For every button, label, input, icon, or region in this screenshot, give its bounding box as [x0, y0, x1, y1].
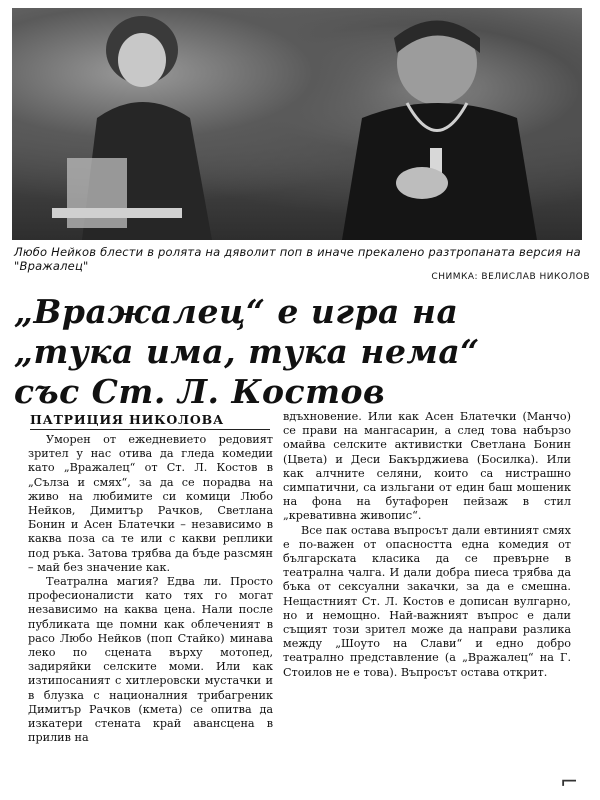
headline-line-1: „Вражалец“ е игра на — [14, 292, 459, 331]
pen-mark: ⌐ — [560, 770, 579, 795]
paragraph: Уморен от ежедневието редовият зрител у нас отива да гледа комедии като „Вражалец“ от Ст. Л. Костов в „Сълза и смях“, за да се порадва на живо на любимите си комици Любо Нейков, Димитър Рачков, Светлана Бонин и Асен Блатечки – независимо в каква поза са те или с какви реплики под ръка. Затова трябва да бъде разсмян – май без значение как. — [28, 433, 273, 574]
bench — [52, 208, 182, 218]
paragraph: вдъхновение. Или как Асен Блатечки (Манчо) се прави на мангасарин, а след това набързо омайва селските активистки Светлана Бонин (Цвета) и Деси Бакърджиева (Босилка). Или как алчните селяни, които са нистрашно симпатични, са изльгани от един баш мошеник на фона на бутафорен пейзаж в стил „кревативна живопис“. — [283, 410, 571, 523]
headline — [14, 292, 589, 412]
article-photo — [12, 8, 582, 240]
photo-caption: Любо Нейков блести в ролята на дяволит поп в иначе прекалено разтропаната версия на "Вражалец" — [14, 245, 581, 273]
headline-line-2: „тука има, тука нема“ — [14, 332, 480, 371]
article-column-2 — [283, 410, 571, 680]
byline: ПАТРИЦИЯ НИКОЛОВА — [30, 412, 270, 430]
article-column-1 — [28, 433, 273, 745]
photo-figures — [12, 8, 582, 240]
woman-face — [118, 33, 166, 87]
paragraph: Театрална магия? Едва ли. Просто професионалисти като тях го могат независимо на каква цена. Нали после публиката ще помни как облеченият в расо Любо Нейков (поп Стайко) минава леко по сцената върху мотопед, задиряйки селските моми. Или как изтипосаният с хитлеровски мустачки и в блузка с националния трибагреник Димитър Рачков (кмета) се опитва да изкатери стената край авансцена в прилив на — [28, 575, 273, 745]
priest-hands — [396, 167, 448, 199]
photo-credit: СНИМКА: ВЕЛИСЛАВ НИКОЛОВ — [431, 272, 590, 282]
headline-line-3: със Ст. Л. Костов — [14, 372, 386, 411]
paragraph: Все пак остава въпросът дали евтиният смях е по-важен от опасността една комедия от българската класика да се превърне в театрална чалга. И дали добра пиеса трябва да бъка от сексуални закачки, за да е смешна. Нещастният Ст. Л. Костов е дописан вулгарно, но и немощно. Най-важният въпрос е дали същият този зрител може да направи разлика между „Шоуто на Слави“ и едно добро театрално представление (а „Вражалец“ на Г. Стоилов не е това). Въпросът остава открит. — [283, 523, 571, 679]
